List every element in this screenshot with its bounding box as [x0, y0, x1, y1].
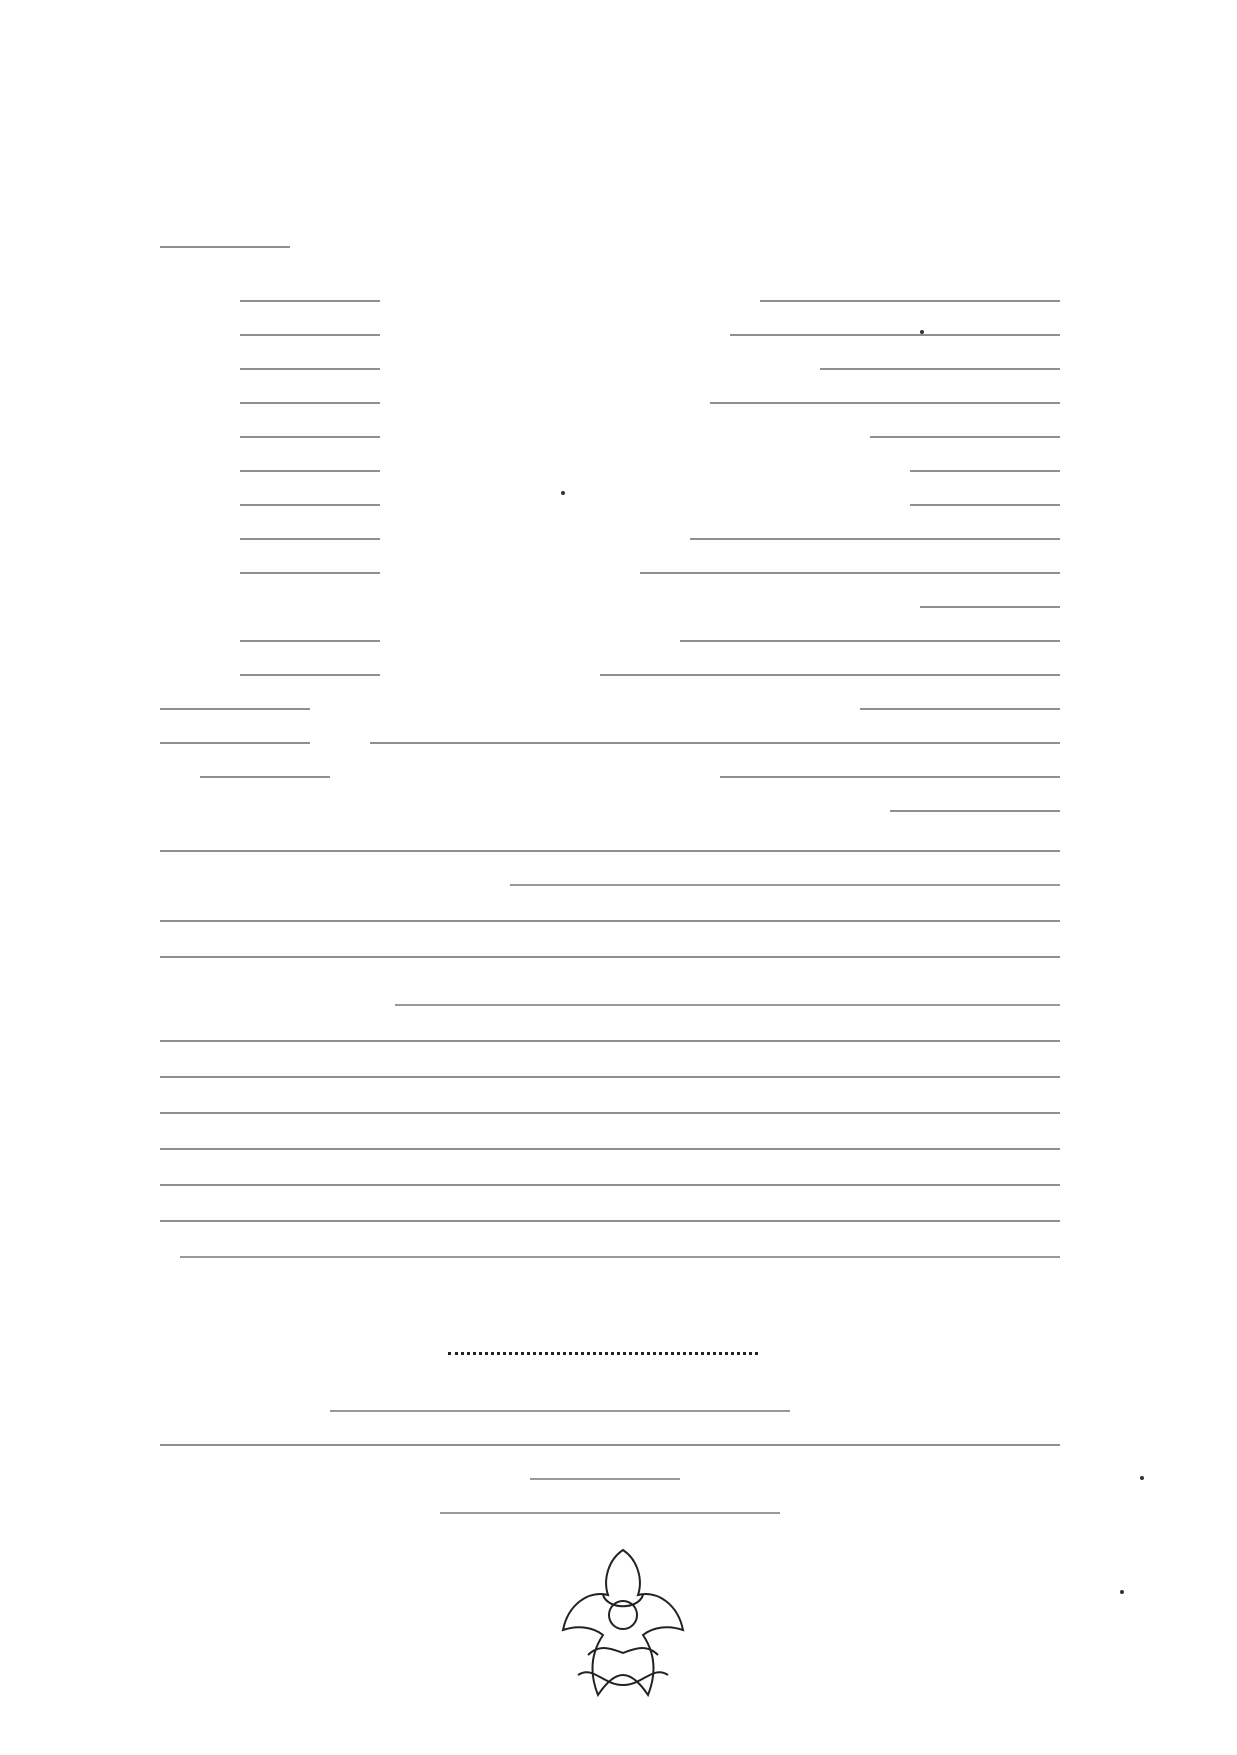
body-text	[160, 1148, 1060, 1150]
body-text	[160, 1112, 1060, 1114]
list-item	[160, 402, 1060, 426]
body-text	[160, 850, 1060, 852]
list-item	[160, 708, 1060, 732]
list-item	[160, 470, 1060, 494]
body-text	[160, 956, 1060, 958]
list-item	[160, 334, 1060, 358]
body-text	[160, 1076, 1060, 1078]
body-text	[395, 1004, 1060, 1006]
scan-speck	[1120, 1590, 1124, 1594]
list-item	[160, 606, 1060, 630]
dotted-separator	[448, 1352, 758, 1355]
list-item	[160, 538, 1060, 562]
subject-line	[160, 1444, 1060, 1446]
scan-speck	[1140, 1476, 1144, 1480]
order-number	[530, 1478, 680, 1480]
body-text	[160, 1184, 1060, 1186]
garuda-emblem	[548, 1535, 698, 1710]
scan-speck	[561, 491, 565, 495]
body-text	[180, 1256, 1060, 1258]
list-item	[160, 300, 1060, 324]
list-item	[160, 436, 1060, 460]
list-item	[160, 776, 1060, 800]
list-item	[160, 572, 1060, 596]
list-item	[160, 640, 1060, 664]
body-text	[160, 1220, 1060, 1222]
scan-speck	[920, 330, 924, 334]
list-item	[160, 674, 1060, 698]
subject-line	[330, 1410, 790, 1412]
body-text	[510, 884, 1060, 886]
body-text	[160, 920, 1060, 922]
list-item	[160, 368, 1060, 392]
continuation-marker	[160, 246, 290, 248]
list-item	[160, 504, 1060, 528]
body-text	[160, 1040, 1060, 1042]
list-item	[160, 742, 1060, 766]
issuing-office	[440, 1512, 780, 1514]
list-item	[160, 810, 1060, 834]
